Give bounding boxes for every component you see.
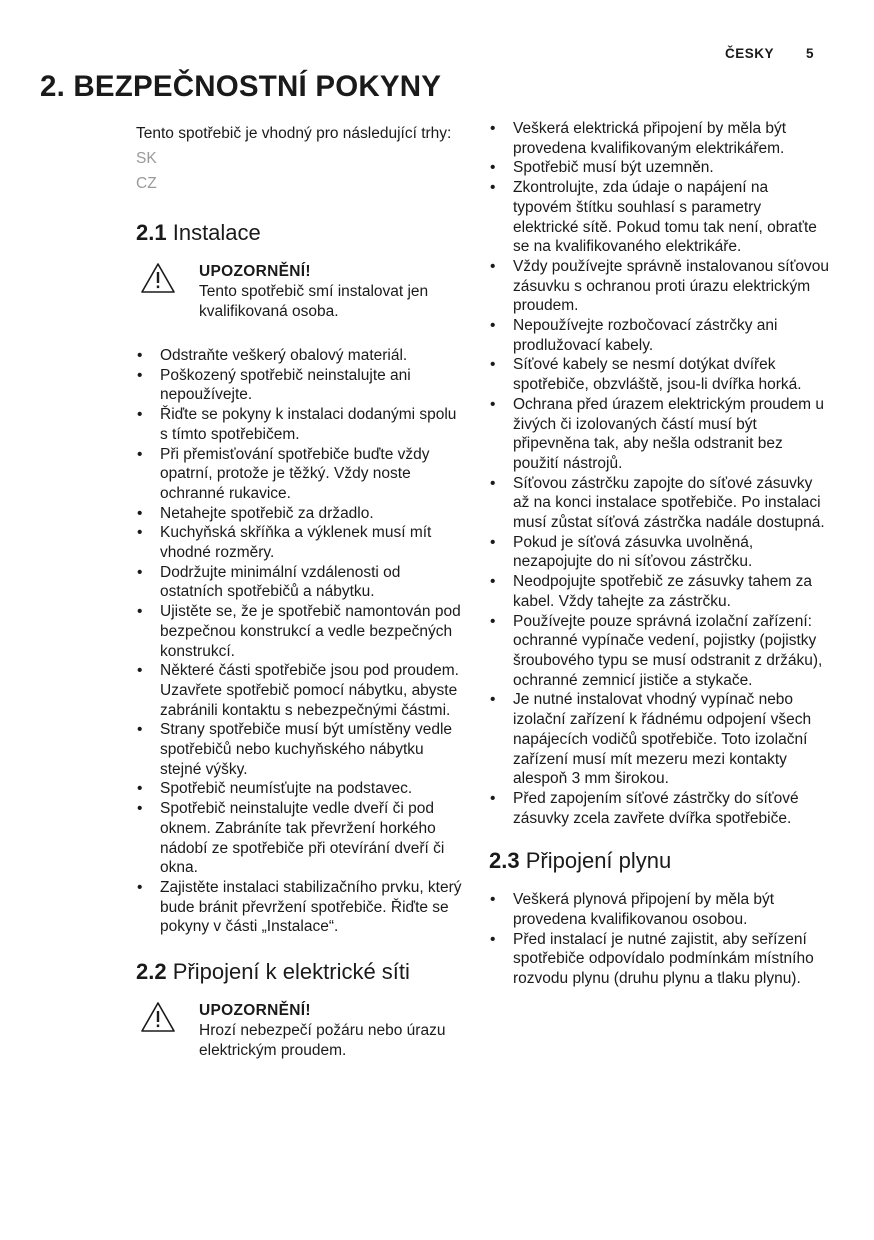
installation-list bbox=[136, 346, 466, 937]
list-item: • Řiďte se pokyny k instalaci dodanými spolu s tímto spotřebičem. bbox=[136, 405, 466, 444]
section-number: 2.3 bbox=[489, 848, 520, 874]
list-item: • Neodpojujte spotřebič ze zásuvky tahem za kabel. Vždy tahejte za zástrčku. bbox=[489, 572, 829, 611]
list-item: • Strany spotřebiče musí být umístěny vedle spotřebičů nebo kuchyňského nábytku stejné výšky. bbox=[136, 720, 466, 779]
list-item: • Dodržujte minimální vzdálenosti od ostatních spotřebičů a nábytku. bbox=[136, 563, 466, 602]
chapter-title-text: BEZPEČNOSTNÍ POKYNY bbox=[73, 70, 442, 103]
list-item: • Ochrana před úrazem elektrickým proudem u živých či izolovaných částí musí být připevněna tak, aby nešla odstranit bez použití nástrojů. bbox=[489, 395, 829, 474]
section-title-electrical bbox=[136, 959, 466, 985]
list-item: • Zajistěte instalaci stabilizačního prvku, který bude bránit převržení spotřebiče. Řiďte se pokyny v části „Instalace“. bbox=[136, 878, 466, 937]
list-item: • Síťovou zástrčku zapojte do síťové zásuvky až na konci instalace spotřebiče. Po instalaci musí zůstat síťová zástrčka nadále dostupná. bbox=[489, 474, 829, 533]
section-title-text: Připojení plynu bbox=[525, 848, 672, 874]
list-item: • Před zapojením síťové zástrčky do síťové zásuvky zcela zavřete dvířka spotřebiče. bbox=[489, 789, 829, 828]
warning-triangle-icon bbox=[140, 262, 176, 294]
list-item: • Poškozený spotřebič neinstalujte ani nepoužívejte. bbox=[136, 366, 466, 405]
list-item: • Spotřebič neinstalujte vedle dveří či pod oknem. Zabráníte tak převržení horkého nádobí ze spotřebiče při otevírání dveří či okna. bbox=[136, 799, 466, 878]
warning-box-installation bbox=[136, 262, 466, 322]
warning-triangle-icon bbox=[140, 1001, 176, 1033]
list-item: • Odstraňte veškerý obalový materiál. bbox=[136, 346, 466, 366]
section-number: 2.2 bbox=[136, 959, 167, 985]
chapter-number: 2. bbox=[40, 70, 66, 103]
left-column bbox=[136, 121, 466, 1061]
list-item: • Pokud je síťová zásuvka uvolněná, nezapojujte do ni síťovou zástrčku. bbox=[489, 533, 829, 572]
section-title-text: Instalace bbox=[172, 220, 261, 245]
market-cz: CZ bbox=[136, 175, 157, 192]
warning-text: Hrozí nebezpečí požáru nebo úrazu elektrickým proudem. bbox=[199, 1022, 446, 1060]
right-column bbox=[489, 119, 829, 989]
section-title-gas bbox=[489, 848, 829, 874]
list-item: • Používejte pouze správná izolační zařízení: ochranné vypínače vedení, pojistky (pojistky šroubového typu se musí odstranit z držáku), ochranné zemnicí jističe a stykače. bbox=[489, 612, 829, 691]
list-item: • Vždy používejte správně instalovanou síťovou zásuvku s ochranou proti úrazu elektrickým proudem. bbox=[489, 257, 829, 316]
intro-text: Tento spotřebič je vhodný pro následující trhy: bbox=[136, 125, 452, 142]
warning-text: Tento spotřebič smí instalovat jen kvalifikovaná osoba. bbox=[199, 283, 429, 320]
list-item: • Veškerá elektrická připojení by měla být provedena kvalifikovaným elektrikářem. bbox=[489, 119, 829, 158]
section-title-text: Připojení k elektrické síti bbox=[172, 959, 410, 985]
gas-list bbox=[489, 890, 829, 989]
list-item: • Při přemisťování spotřebiče buďte vždy opatrní, protože je těžký. Vždy noste ochranné rukavice. bbox=[136, 445, 466, 504]
list-item: • Síťové kabely se nesmí dotýkat dvířek spotřebiče, obzvláště, jsou-li dvířka horká. bbox=[489, 355, 829, 394]
market-sk: SK bbox=[136, 150, 157, 167]
chapter-title bbox=[40, 70, 441, 104]
list-item: • Ujistěte se, že je spotřebič namontován pod bezpečnou konstrukcí a vedle bezpečných konstrukcí. bbox=[136, 602, 466, 661]
header-language: ČESKY bbox=[725, 46, 775, 61]
electrical-list bbox=[489, 119, 829, 828]
list-item: • Veškerá plynová připojení by měla být provedena kvalifikovanou osobou. bbox=[489, 890, 829, 929]
warning-title: UPOZORNĚNÍ! bbox=[199, 263, 311, 280]
warning-title: UPOZORNĚNÍ! bbox=[199, 1002, 311, 1020]
warning-box-electrical bbox=[136, 1001, 466, 1061]
page-number: 5 bbox=[806, 46, 814, 61]
list-item: • Nepoužívejte rozbočovací zástrčky ani prodlužovací kabely. bbox=[489, 316, 829, 355]
list-item: • Je nutné instalovat vhodný vypínač nebo izolační zařízení k řádnému odpojení všech napájecích vodičů spotřebiče. Toto izolační zařízení musí mít mezeru mezi kontakty alespoň 3 mm širokou. bbox=[489, 690, 829, 789]
list-item: • Spotřebič neumísťujte na podstavec. bbox=[136, 779, 466, 799]
list-item: • Kuchyňská skříňka a výklenek musí mít vhodné rozměry. bbox=[136, 523, 466, 562]
list-item: • Zkontrolujte, zda údaje o napájení na typovém štítku souhlasí s parametry elektrické sítě. Pokud tomu tak není, obraťte se na kvalifikovaného elektrikáře. bbox=[489, 178, 829, 257]
section-title-installation bbox=[136, 220, 466, 246]
list-item: • Netahejte spotřebič za držadlo. bbox=[136, 504, 466, 524]
section-number: 2.1 bbox=[136, 220, 167, 245]
list-item: • Spotřebič musí být uzemněn. bbox=[489, 158, 829, 178]
list-item: • Před instalací je nutné zajistit, aby seřízení spotřebiče odpovídalo podmínkám místního rozvodu plynu (druhu plynu a tlaku plynu). bbox=[489, 930, 829, 989]
list-item: • Některé části spotřebiče jsou pod proudem. Uzavřete spotřebič pomocí nábytku, abyste zabránili kontaktu s nebezpečnými částmi. bbox=[136, 661, 466, 720]
